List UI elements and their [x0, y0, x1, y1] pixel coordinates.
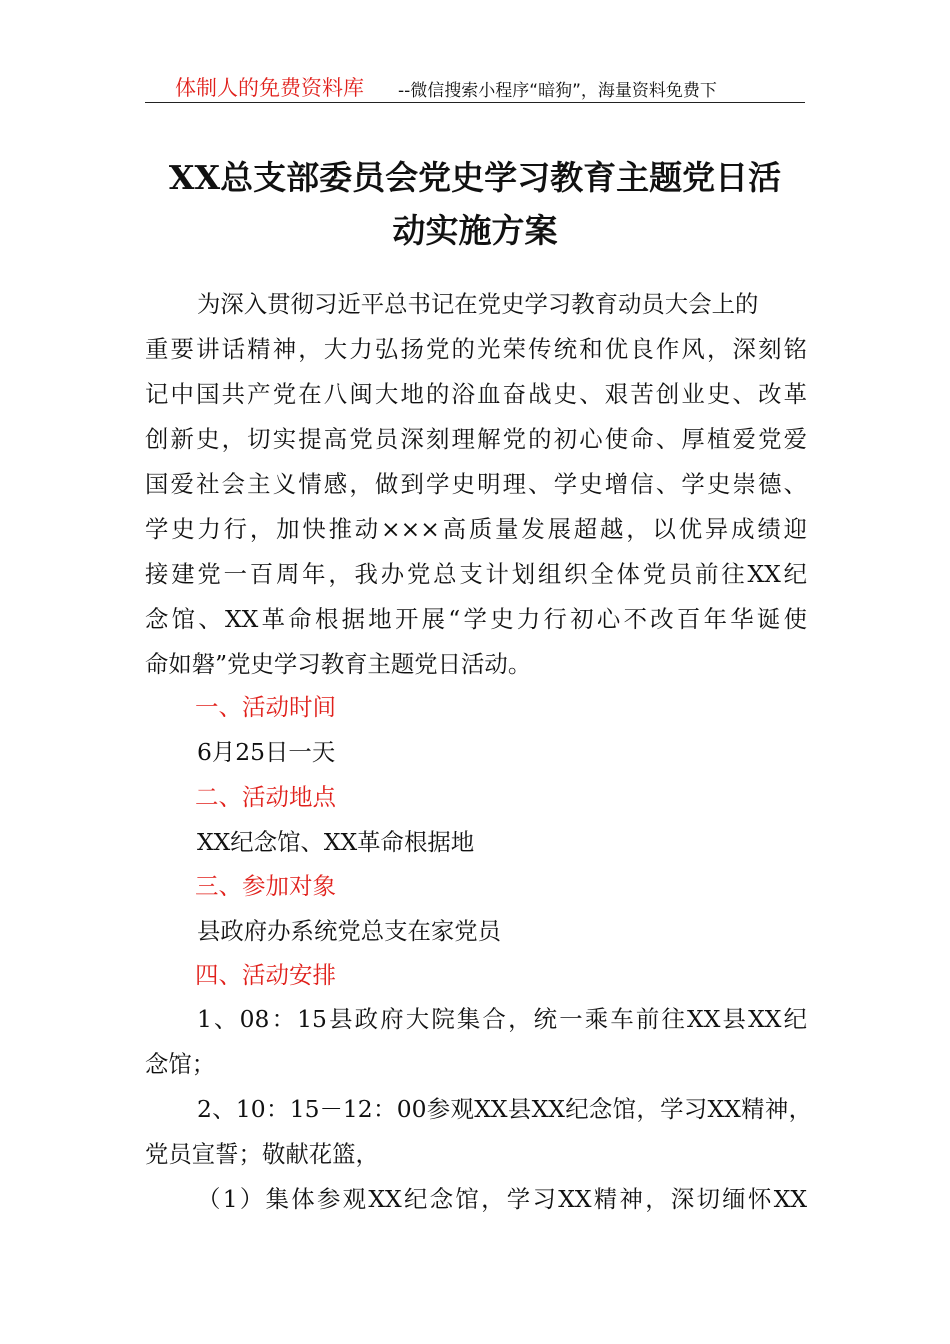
section-content-location: XX纪念馆、XX革命根据地 — [197, 828, 475, 856]
intro-line: 为深入贯彻习近平总书记在党史学习教育动员大会上的 — [197, 290, 759, 318]
section-heading-location: 二、活动地点 — [195, 783, 336, 811]
section-heading-arrangement: 四、活动安排 — [195, 961, 336, 989]
intro-line: 重要讲话精神，大力弘扬党的光荣传统和优良作风，深刻铭 — [145, 335, 807, 363]
document-title-line-1: XX总支部委员会党史学习教育主题党日活 — [168, 158, 782, 197]
header-banner — [145, 70, 805, 103]
document-title-line-2: 动实施方案 — [392, 211, 558, 250]
intro-line: 学史力行，加快推动×××高质量发展超越，以优异成绩迎 — [145, 515, 807, 543]
header-black-text: --微信搜索小程序“暗狗”，海量资料免费下 — [398, 81, 717, 101]
section-content-time: 6月25日一天 — [197, 738, 336, 766]
intro-line: 念馆、XX革命根据地开展“学史力行初心不改百年华诞使 — [145, 605, 807, 633]
arrangement-line: 1、08：15县政府大院集合，统一乘车前往XX县XX纪 — [197, 1005, 807, 1033]
section-content-participants: 县政府办系统党总支在家党员 — [197, 917, 502, 945]
section-heading-participants: 三、参加对象 — [195, 872, 336, 900]
intro-line: 命如磐”党史学习教育主题党日活动。 — [145, 650, 532, 678]
section-heading-time: 一、活动时间 — [195, 693, 336, 721]
intro-line: 接建党一百周年，我办党总支计划组织全体党员前往XX纪 — [145, 560, 807, 588]
arrangement-line: 2、10：15－12：00参观XX县XX纪念馆，学习XX精神， — [197, 1095, 812, 1123]
intro-line: 记中国共产党在八闽大地的浴血奋战史、艰苦创业史、改革 — [145, 380, 807, 408]
arrangement-line: 念馆； — [145, 1050, 216, 1078]
intro-line: 创新史，切实提高党员深刻理解党的初心使命、厚植爱党爱 — [145, 425, 807, 453]
intro-line: 国爱社会主义情感，做到学史明理、学史增信、学史崇德、 — [145, 470, 807, 498]
arrangement-line: 党员宣誓；敬献花篮， — [145, 1140, 379, 1168]
arrangement-line: （1）集体参观XX纪念馆，学习XX精神，深切缅怀XX — [197, 1185, 807, 1213]
header-red-text: 体制人的免费资料库 — [175, 76, 364, 100]
